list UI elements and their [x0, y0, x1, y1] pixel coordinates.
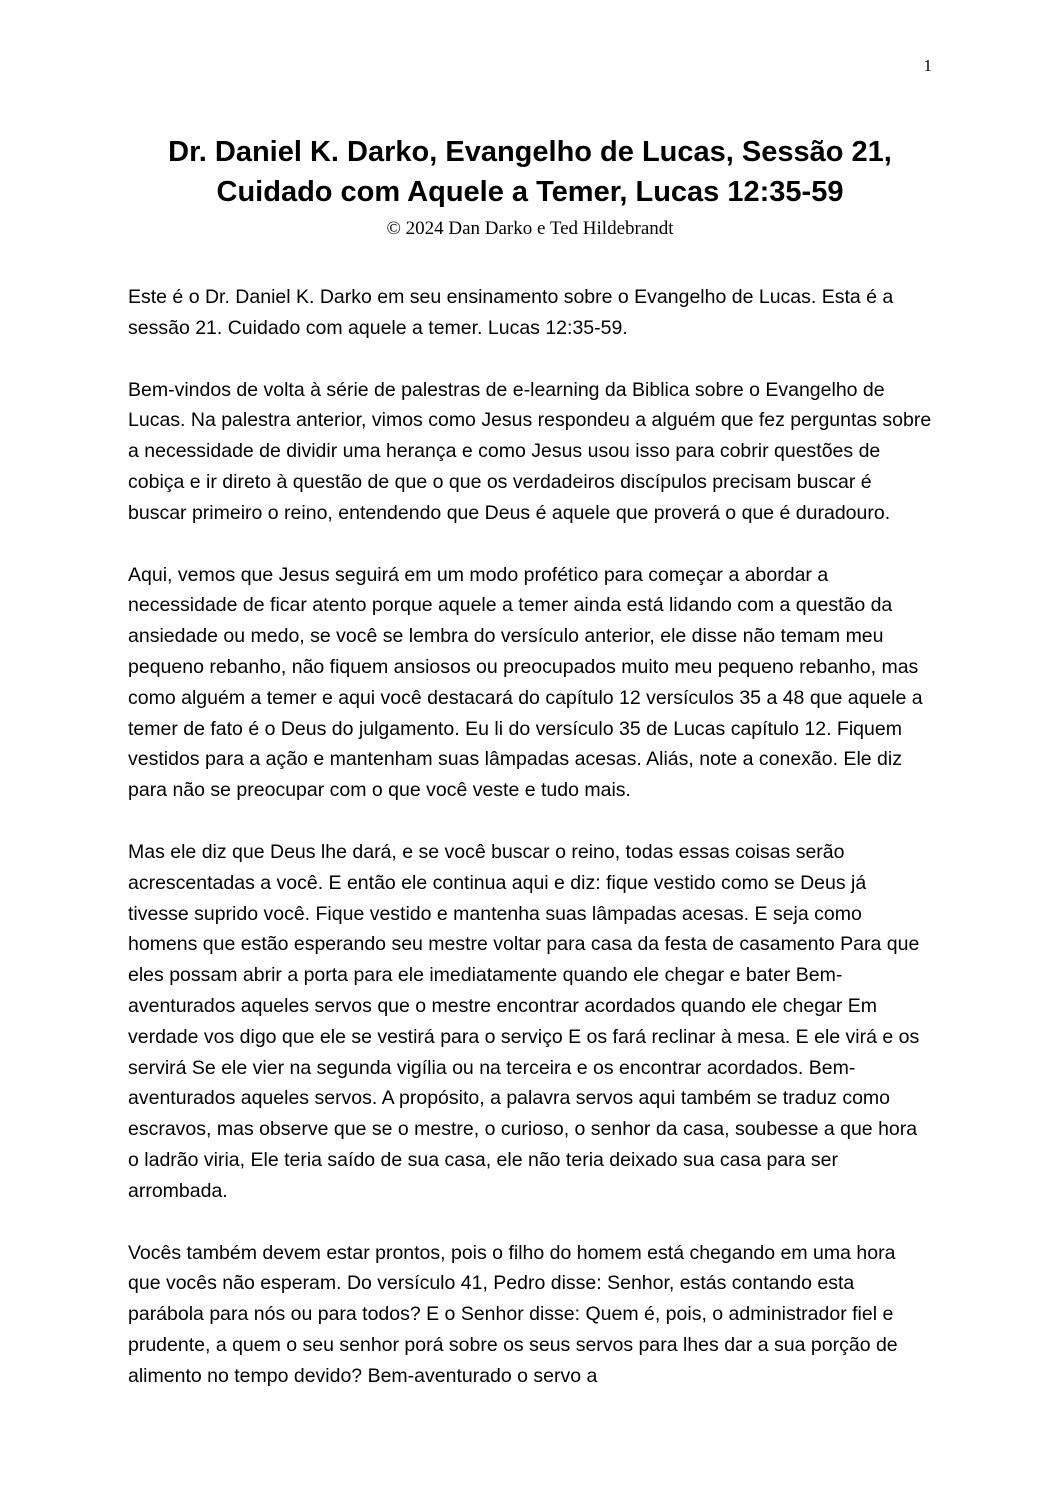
page-number: 1	[923, 56, 932, 75]
paragraph-prophetic-mode: Aqui, vemos que Jesus seguirá em um modo profético para começar a abordar a necessidade de ficar atento porque aquele a temer ainda está lidando com a questão da ansiedade ou medo, se você se lembra do versículo anterior, ele disse não temam meu pequeno rebanho, não fiquem ansiosos ou preocupados muito meu pequeno rebanho, mas como alguém a temer e aqui você destacará do capítulo 12 versículos 35 a 48 que aquele a temer de fato é o Deus do julgamento. Eu li do versículo 35 de Lucas capítulo 12. Fiquem vestidos para a ação e mantenham suas lâmpadas acesas. Aliás, note a conexão. Ele diz para não se preocupar com o que você veste e tudo mais.	[128, 563, 923, 802]
paragraph-welcome: Bem-vindos de volta à série de palestras de e-learning da Biblica sobre o Evangelho de Lucas. Na palestra anterior, vimos como Jesus respondeu a alguém que fez perguntas sobre a necessidade de dividir uma herança e como Jesus usou isso para cobrir questões de cobiça e ir direto à questão de que o que os verdadeiros discípulos precisam buscar é buscar primeiro o reino, entendendo que Deus é aquele que proverá o que é duradouro.	[128, 378, 932, 524]
document-content	[128, 132, 932, 1423]
paragraph-intro: Este é o Dr. Daniel K. Darko em seu ensinamento sobre o Evangelho de Lucas. Esta é a sessão 21. Cuidado com aquele a temer. Lucas 12:35-59.	[128, 286, 894, 339]
transcript-body	[128, 282, 932, 1392]
copyright-line: © 2024 Dan Darko e Ted Hildebrandt	[386, 218, 674, 240]
paragraph-be-ready: Vocês também devem estar prontos, pois o filho do homem está chegando em uma hora que vocês não esperam. Do versículo 41, Pedro disse: Senhor, estás contando esta parábola para nós ou para todos? E o Senhor disse: Quem é, pois, o administrador fiel e prudente, a quem o seu senhor porá sobre os seus servos para lhes dar a sua porção de alimento no tempo devido? Bem-aventurado o servo a	[128, 1241, 898, 1387]
paragraph-kingdom: Mas ele diz que Deus lhe dará, e se você buscar o reino, todas essas coisas serão acrescentadas a você. E então ele continua aqui e diz: fique vestido como se Deus já tivesse suprido você. Fique vestido e mantenha suas lâmpadas acesas. E seja como homens que estão esperando seu mestre voltar para casa da festa de casamento Para que eles possam abrir a porta para ele imediatamente quando ele chegar e bater Bem-aventurados aqueles servos que o mestre encontrar acordados quando ele chegar Em verdade vos digo que ele se vestirá para o serviço E os fará reclinar à mesa. E ele virá e os servirá Se ele vier na segunda vigília ou na terceira e os encontrar acordados. Bem-aventurados aqueles servos. A propósito, a palavra servos aqui também se traduz como escravos, mas observe que se o mestre, o curioso, o senhor da casa, soubesse a que hora o ladrão viria, Ele teria saído de sua casa, ele não teria deixado sua casa para ser arrombada.	[128, 840, 920, 1202]
document-title	[128, 132, 932, 212]
title-line-1: Dr. Daniel K. Darko, Evangelho de Lucas, Sessão 21,	[168, 136, 892, 168]
title-line-2: Cuidado com Aquele a Temer, Lucas 12:35-59	[216, 176, 844, 209]
